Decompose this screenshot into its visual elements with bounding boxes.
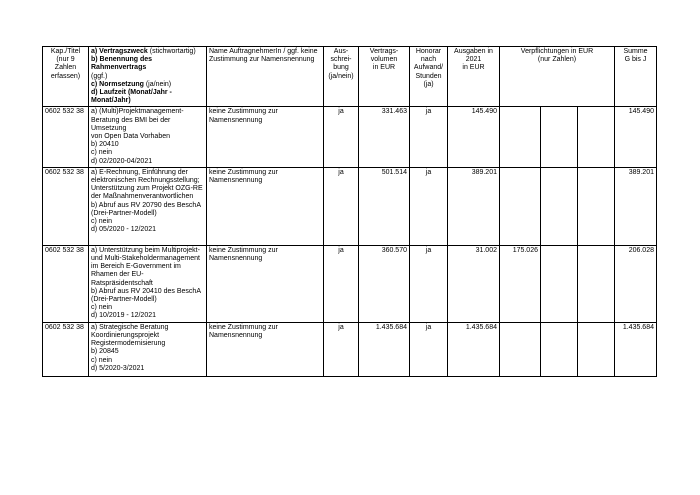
cell-verpflichtung-2: [541, 245, 578, 322]
cell-zweck-line: a) Unterstützung beim Multiprojekt-: [91, 246, 200, 254]
header-honorar-line: Aufwand/: [413, 64, 444, 72]
cell-ausschreibung: ja: [324, 322, 359, 376]
table-row: [43, 167, 657, 245]
cell-zweck-line: d) 05/2020 - 12/2021: [91, 226, 156, 234]
cell-zweck-line: c) nein: [91, 304, 113, 312]
cell-verpflichtung-3: [578, 245, 615, 322]
cell-summe: 206.028: [615, 245, 657, 322]
header-zweck: [89, 47, 207, 107]
cell-zweck-line: (Drei-Partner-Modell): [91, 209, 157, 217]
cell-zweck-line: a) Strategische Beratung: [91, 323, 169, 331]
cell-verpflichtung-2: [541, 107, 578, 167]
header-zweck-b: b) Benennung des Rahmenvertrags: [91, 56, 153, 72]
header-zweck-a-suffix: (stichwortartig): [147, 48, 196, 55]
cell-kap: 0602 532 38: [43, 322, 89, 376]
header-kap: [43, 47, 89, 107]
cell-zweck-line: und Multi-Stakeholdermanagement: [91, 255, 200, 263]
header-ausschreibung-line: (ja/nein): [328, 72, 354, 80]
table-row: [43, 322, 657, 376]
header-summe-line: G bis J: [624, 56, 647, 64]
cell-verpflichtung-2: [541, 322, 578, 376]
cell-verpflichtung-3: [578, 322, 615, 376]
cell-kap: 0602 532 38: [43, 167, 89, 245]
header-kap-line: erfassen): [50, 72, 81, 80]
cell-verpflichtung-3: [578, 107, 615, 167]
cell-honorar: ja: [410, 107, 448, 167]
cell-volumen: 1.435.684: [359, 322, 410, 376]
cell-zweck: [89, 107, 207, 167]
header-volumen-line: volumen: [370, 56, 398, 64]
header-row: [43, 47, 657, 107]
cell-ausschreibung: ja: [324, 107, 359, 167]
cell-zweck: [89, 167, 207, 245]
header-kap-line: (nur 9 Zahlen: [54, 56, 77, 72]
header-zweck-d: d) Laufzeit (Monat/Jahr - Monat/Jahr): [91, 89, 172, 105]
header-ausschreibung-line: Aus-: [333, 48, 349, 55]
cell-name: keine Zustimmung zur Namensnennung: [207, 167, 324, 245]
cell-verpflichtung-1: 175.026: [500, 245, 541, 322]
cell-zweck-line: elektronischen Rechnungsstellung;: [91, 177, 200, 185]
cell-volumen: 501.514: [359, 167, 410, 245]
cell-ausgaben: 31.002: [448, 245, 500, 322]
header-ausgaben-line: Ausgaben in: [454, 48, 493, 55]
cell-verpflichtung-2: [541, 167, 578, 245]
cell-zweck-line: c) nein: [91, 356, 113, 364]
cell-zweck-line: Koordinierungsprojekt: [91, 332, 160, 340]
cell-honorar: ja: [410, 322, 448, 376]
cell-zweck-line: der Maßnahmenverantwortlichen: [91, 193, 194, 201]
cell-ausgaben: 1.435.684: [448, 322, 500, 376]
header-verpflichtungen-line: Verpflichtungen in EUR: [520, 48, 594, 55]
cell-zweck-line: d) 5/2020-3/2021: [91, 364, 145, 372]
cell-verpflichtung-1: [500, 322, 541, 376]
cell-summe: 145.490: [615, 107, 657, 167]
cell-zweck-line: Rhamen der EU-Ratspräsidentschaft: [91, 271, 153, 287]
header-volumen-line: Vertrags-: [369, 48, 399, 55]
cell-ausgaben: 145.490: [448, 107, 500, 167]
header-ausschreibung-line: bung: [333, 64, 349, 72]
header-name: Name AuftragnehmerIn / ggf. keine Zustimmung zur Namensnennung: [207, 47, 324, 107]
header-summe: [615, 47, 657, 107]
header-honorar-line: (ja): [423, 80, 434, 88]
header-verpflichtungen: [500, 47, 615, 107]
header-zweck-a: a) Vertragszweck: [91, 48, 148, 55]
cell-zweck-line: a) (Multi)Projektmanagement-: [91, 108, 184, 116]
cell-zweck-line: von Open Data Vorhaben: [91, 133, 171, 141]
header-summe-line: Summe: [623, 48, 648, 55]
cell-zweck-line: d) 02/2020-04/2021: [91, 157, 153, 165]
header-ausgaben: [448, 47, 500, 107]
header-volumen-line: in EUR: [372, 64, 396, 72]
cell-zweck-line: im Bereich E-Government im: [91, 263, 181, 271]
cell-zweck-line: d) 10/2019 - 12/2021: [91, 312, 156, 320]
header-verpflichtungen-line: (nur Zahlen): [537, 56, 577, 64]
cell-honorar: ja: [410, 245, 448, 322]
contracts-table: [42, 46, 657, 377]
table-row: [43, 107, 657, 167]
cell-honorar: ja: [410, 167, 448, 245]
header-zweck-ggf: (ggf.): [91, 72, 108, 80]
header-ausgaben-line: 2021: [465, 56, 482, 64]
header-honorar: [410, 47, 448, 107]
header-ausschreibung-line: schrei-: [330, 56, 352, 64]
cell-kap: 0602 532 38: [43, 245, 89, 322]
cell-summe: 1.435.684: [615, 322, 657, 376]
cell-ausschreibung: ja: [324, 167, 359, 245]
cell-ausschreibung: ja: [324, 245, 359, 322]
header-zweck-c-suffix: (ja/nein): [143, 80, 172, 88]
cell-zweck: [89, 322, 207, 376]
cell-zweck-line: Unterstützung zum Projekt OZG-RE: [91, 185, 203, 193]
header-ausgaben-line: in EUR: [462, 64, 485, 72]
cell-kap: 0602 532 38: [43, 107, 89, 167]
cell-verpflichtung-1: [500, 167, 541, 245]
cell-ausgaben: 389.201: [448, 167, 500, 245]
table-row: [43, 245, 657, 322]
cell-zweck-line: b) Abruf aus RV 20410 des BeschA: [91, 287, 201, 295]
cell-summe: 389.201: [615, 167, 657, 245]
header-volumen: [359, 47, 410, 107]
cell-zweck-line: b) Abruf aus RV 20790 des BeschA: [91, 201, 201, 209]
cell-name: keine Zustimmung zur Namensnennung: [207, 322, 324, 376]
cell-zweck: [89, 245, 207, 322]
header-kap-line: Kap./Titel: [50, 48, 81, 55]
header-honorar-line: nach: [420, 56, 437, 64]
cell-verpflichtung-3: [578, 167, 615, 245]
header-ausschreibung: [324, 47, 359, 107]
cell-zweck-line: Registermodernisierung: [91, 340, 166, 348]
cell-zweck-line: b) 20845: [91, 348, 119, 356]
cell-volumen: 331.463: [359, 107, 410, 167]
cell-name: keine Zustimmung zur Namensnennung: [207, 107, 324, 167]
cell-zweck-line: c) nein: [91, 218, 113, 226]
header-honorar-line: Stunden: [415, 72, 442, 80]
cell-verpflichtung-1: [500, 107, 541, 167]
cell-zweck-line: (Drei-Partner-Modell): [91, 296, 157, 304]
cell-volumen: 360.570: [359, 245, 410, 322]
cell-zweck-line: b) 20410: [91, 141, 119, 149]
header-honorar-line: Honorar: [415, 48, 442, 55]
cell-zweck-line: Beratung des BMI bei der Umsetzung: [91, 116, 171, 132]
header-zweck-c: c) Normsetzung: [91, 80, 144, 88]
cell-zweck-line: c) nein: [91, 149, 113, 157]
cell-name: keine Zustimmung zur Namensnennung: [207, 245, 324, 322]
cell-zweck-line: a) E-Rechnung, Einführung der: [91, 168, 188, 176]
